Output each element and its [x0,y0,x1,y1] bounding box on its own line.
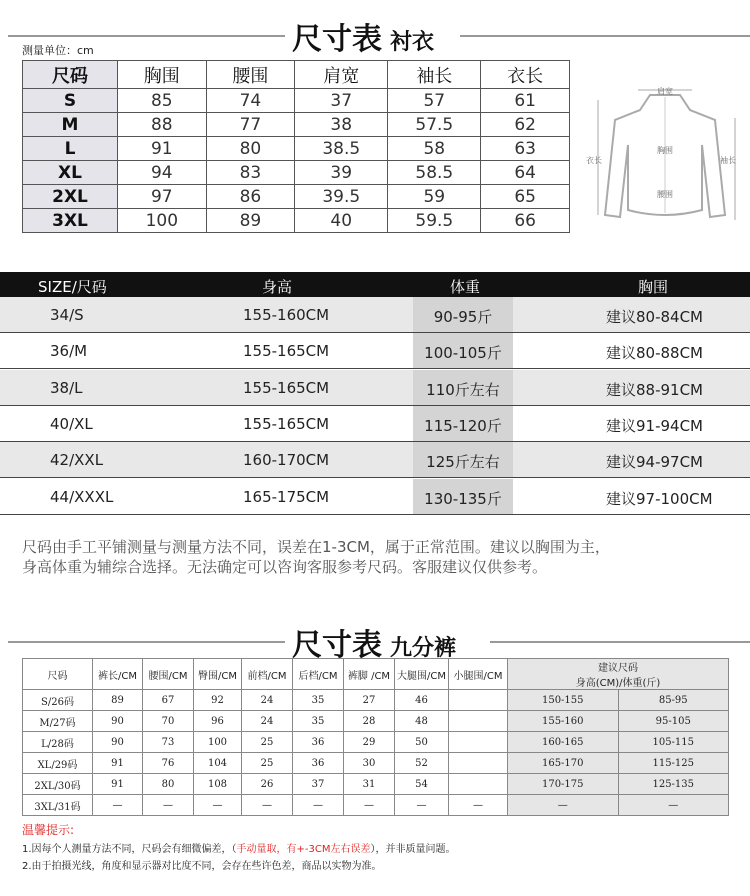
value-cell: 48 [395,711,449,732]
value-cell: 25 [242,753,293,774]
value-cell: 36/M [50,342,88,361]
value-cell: 94 [118,161,207,185]
size-cell: 3XL/31码 [23,795,93,816]
value-cell: 160-170CM [243,451,330,470]
value-cell: 44/XXXL [50,487,114,506]
size-cell: S [23,89,118,113]
header-cell: 小腿围/CM [449,659,508,690]
header-cell: 腰围 [206,61,295,89]
value-cell: 40/XL [50,414,93,433]
divider [8,35,285,37]
value-cell: 61 [481,89,570,113]
value-cell: 27 [344,690,395,711]
value-cell: 125-135 [618,774,729,795]
value-cell: — [93,795,143,816]
value-cell: 54 [395,774,449,795]
suggest-title: 建议尺码 [598,663,638,674]
value-cell: 76 [143,753,194,774]
value-cell: 57.5 [388,113,481,137]
value-cell: 85-95 [618,690,729,711]
value-cell: — [143,795,194,816]
value-cell: 155-160CM [243,306,330,324]
value-cell: 165-175CM [243,487,330,506]
value-cell: 74 [206,89,295,113]
value-cell: 42/XXL [50,451,104,470]
value-cell: 100 [194,732,242,753]
value-cell: 88 [118,113,207,137]
value-cell: 建议88-91CM [606,380,704,399]
value-cell: 80 [206,137,295,161]
size-cell: XL/29码 [23,753,93,774]
table-row [23,711,729,732]
value-cell: 100-105斤 [413,333,513,368]
value-cell: 35 [293,690,344,711]
divider [8,641,285,643]
value-cell: 建议91-94CM [606,416,704,435]
diagram-label: 肩宽 [657,87,673,96]
value-cell: 65 [481,185,570,209]
header-cell: 臀围/CM [194,659,242,690]
pants-title: 尺寸表 九分裤 [292,628,457,663]
table-row [0,333,750,369]
value-cell: 85 [118,89,207,113]
value-cell: 110斤左右 [413,370,513,405]
value-cell: 155-165CM [243,342,330,361]
value-cell: 70 [143,711,194,732]
value-cell: 83 [206,161,295,185]
size-cell: 2XL/30码 [23,774,93,795]
value-cell: 97 [118,185,207,209]
value-cell: 59 [388,185,481,209]
value-cell: 59.5 [388,209,481,233]
value-cell: 160-165 [508,732,619,753]
value-cell: 89 [206,209,295,233]
value-cell: 63 [481,137,570,161]
diagram-label: 衣长 [586,156,602,165]
value-cell [449,774,508,795]
shirt-title: 尺寸表 衬衣 [292,22,435,57]
value-cell: 建议80-84CM [606,308,704,326]
value-cell: 36 [293,732,344,753]
value-cell: 38.5 [295,137,388,161]
header-cell: 身高 [262,278,293,296]
divider [490,641,750,643]
value-cell: 52 [395,753,449,774]
value-cell: 35 [293,711,344,732]
value-cell: 150-155 [508,690,619,711]
value-cell: 90 [93,732,143,753]
value-cell: 66 [481,209,570,233]
value-cell: 89 [93,690,143,711]
value-cell: 155-165CM [243,378,330,397]
shirt-title-row [0,14,750,57]
table-row [23,89,570,113]
size-cell: M/27码 [23,711,93,732]
size-cell: L [23,137,118,161]
value-cell: 34/S [50,306,84,324]
size-cell: S/26码 [23,690,93,711]
size-cell: XL [23,161,118,185]
value-cell [449,753,508,774]
tip-2: 2.由于拍摄光线，角度和显示器对比度不同，会存在些许色差，商品以实物为准。 [22,861,382,872]
value-cell: 90-95斤 [413,297,513,332]
value-cell: 28 [344,711,395,732]
value-cell: 39 [295,161,388,185]
table-row [23,690,729,711]
pants-title-row [0,620,750,663]
value-cell: 155-160 [508,711,619,732]
value-cell: 100 [118,209,207,233]
table-row [23,185,570,209]
header-cell: 肩宽 [295,61,388,89]
suggest-header [508,659,729,690]
table-row [0,479,750,515]
value-cell: 50 [395,732,449,753]
value-cell: 91 [118,137,207,161]
value-cell: 58 [388,137,481,161]
value-cell: — [293,795,344,816]
shirt-size-table [22,60,570,233]
value-cell: 46 [395,690,449,711]
value-cell: 73 [143,732,194,753]
value-cell: 57 [388,89,481,113]
value-cell [449,732,508,753]
value-cell: 105-115 [618,732,729,753]
table-row [0,297,750,333]
value-cell: 125斤左右 [413,442,513,477]
size-cell: 3XL [23,209,118,233]
shirt-diagram [580,85,750,230]
tip-1: 1.因每个人测量方法不同，尺码会有细微偏差，（手动量取，有+-3CM左右误差），并非质量问题。 [22,844,456,855]
value-cell: 40 [295,209,388,233]
value-cell: — [344,795,395,816]
header-cell: 裤脚 /CM [344,659,395,690]
value-cell: 25 [242,732,293,753]
table-row [23,137,570,161]
value-cell: 64 [481,161,570,185]
header-cell: 前档/CM [242,659,293,690]
value-cell: 38 [295,113,388,137]
value-cell: 37 [295,89,388,113]
value-cell: 58.5 [388,161,481,185]
value-cell: 155-165CM [243,414,330,433]
table-row [23,161,570,185]
value-cell: 77 [206,113,295,137]
suggest-subtitle: 身高(CM)/体重(斤) [575,678,661,689]
value-cell: 38/L [50,378,83,397]
header-cell: 衣长 [481,61,570,89]
value-cell: — [194,795,242,816]
value-cell [449,690,508,711]
value-cell: — [395,795,449,816]
header-cell: 袖长 [388,61,481,89]
value-cell: 37 [293,774,344,795]
value-cell: 31 [344,774,395,795]
value-cell: 36 [293,753,344,774]
header-cell: 后档/CM [293,659,344,690]
header-cell: 腰围/CM [143,659,194,690]
value-cell: 130-135斤 [413,479,513,514]
value-cell: 30 [344,753,395,774]
table-row [0,442,750,478]
value-cell: 108 [194,774,242,795]
header-cell: SIZE/尺码 [38,278,107,296]
value-cell: 建议80-88CM [606,344,704,363]
diagram-label: 胸围 [657,146,673,155]
header-cell: 尺码 [23,61,118,89]
value-cell: 62 [481,113,570,137]
value-cell: 39.5 [295,185,388,209]
table-row [23,209,570,233]
value-cell: 104 [194,753,242,774]
table-row [23,774,729,795]
value-cell: 170-175 [508,774,619,795]
header-cell: 尺码 [23,659,93,690]
value-cell: 29 [344,732,395,753]
header-cell: 体重 [450,278,481,296]
tips-title: 温馨提示: [22,823,75,837]
header-cell: 胸围 [118,61,207,89]
value-cell: 90 [93,711,143,732]
divider [460,35,750,37]
diagram-label: 袖长 [720,156,736,165]
unit-label: 测量单位：cm [22,44,94,57]
pants-size-table [22,658,729,816]
value-cell: 92 [194,690,242,711]
value-cell: 24 [242,711,293,732]
guide-header [0,272,750,297]
value-cell: — [618,795,729,816]
table-row [0,406,750,442]
value-cell: — [242,795,293,816]
table-row [23,732,729,753]
value-cell: 91 [93,774,143,795]
value-cell: 67 [143,690,194,711]
header-cell: 大腿围/CM [395,659,449,690]
value-cell: 建议94-97CM [606,453,704,472]
table-row [23,795,729,816]
size-cell: 2XL [23,185,118,209]
value-cell: 96 [194,711,242,732]
size-cell: M [23,113,118,137]
value-cell: 95-105 [618,711,729,732]
value-cell: 115-120斤 [413,406,513,441]
table-row [0,370,750,406]
header-cell: 胸围 [638,278,669,296]
guide-note: 尺码由手工平铺测量与测量方法不同，误差在1-3CM，属于正常范围。建议以胸围为主， [22,538,610,556]
value-cell: 24 [242,690,293,711]
value-cell: — [508,795,619,816]
value-cell: 80 [143,774,194,795]
header-cell: 裤长/CM [93,659,143,690]
value-cell [449,711,508,732]
value-cell: 165-170 [508,753,619,774]
size-cell: L/28码 [23,732,93,753]
value-cell: 115-125 [618,753,729,774]
table-row [23,113,570,137]
value-cell: — [449,795,508,816]
table-row [23,753,729,774]
diagram-label: 腰围 [657,190,673,199]
value-cell: 86 [206,185,295,209]
value-cell: 91 [93,753,143,774]
value-cell: 26 [242,774,293,795]
value-cell: 建议97-100CM [606,489,713,508]
guide-note: 身高体重为辅综合选择。无法确定可以咨询客服参考尺码。客服建议仅供参考。 [22,558,548,576]
